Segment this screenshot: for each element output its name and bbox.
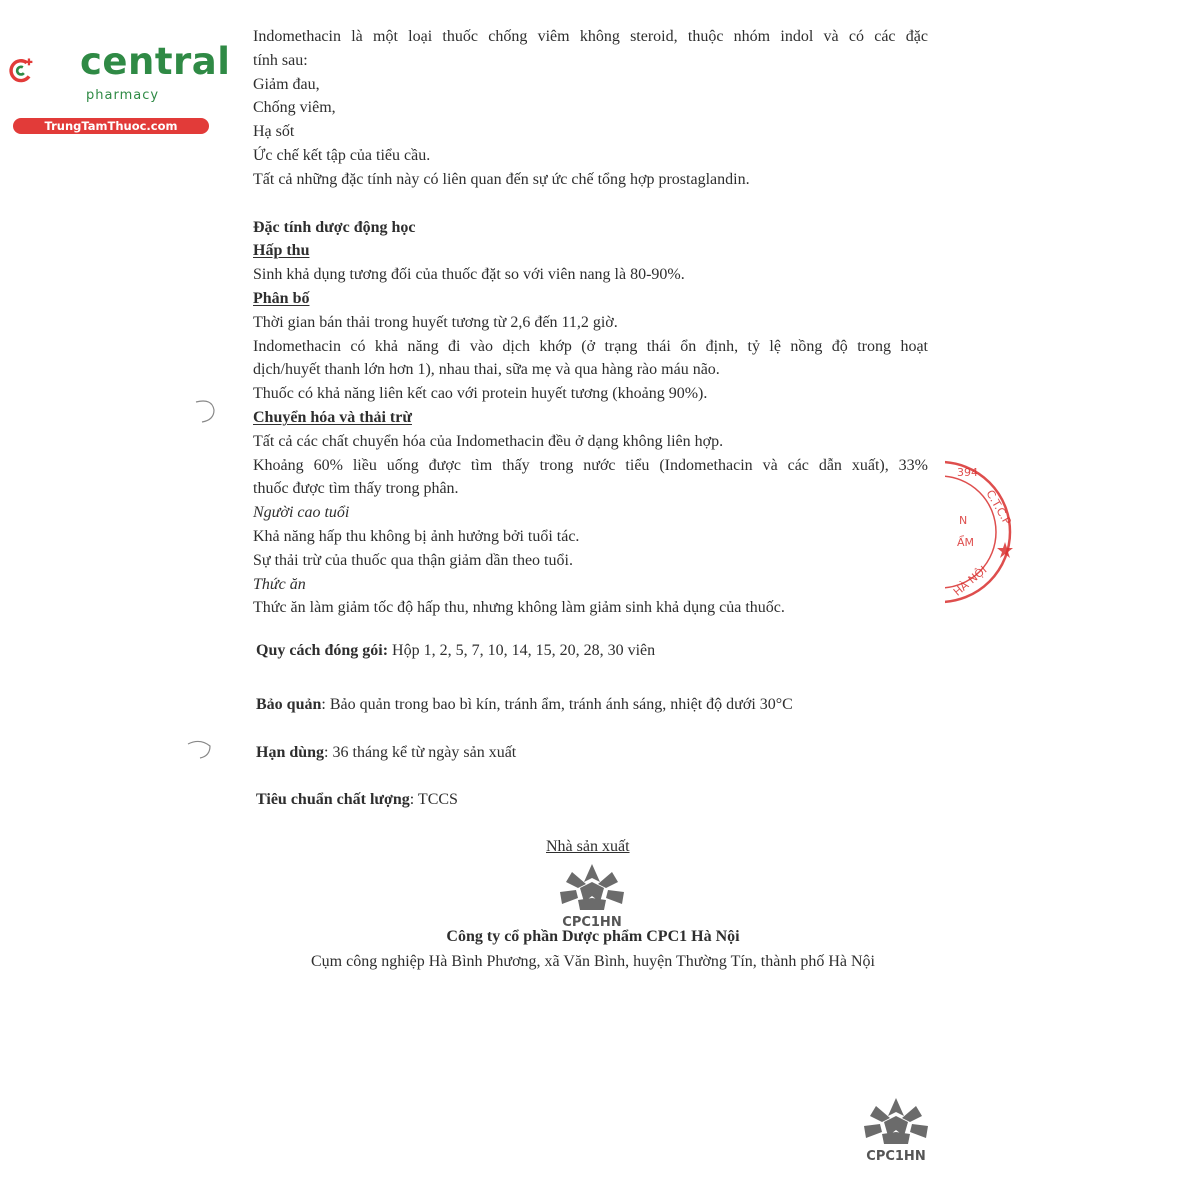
footer-cpc1-logo-icon	[860, 1096, 932, 1166]
metabolism-line-1: Tất cả các chất chuyển hóa của Indomethacin đều ở dạng không liên hợp.	[253, 432, 724, 450]
pk-heading: Đặc tính dược động học	[253, 218, 416, 236]
standard-line	[256, 791, 458, 809]
watermark-url: TrungTamThuoc.com	[13, 118, 209, 134]
packaging-line	[256, 642, 655, 660]
shelf-life-line	[256, 744, 516, 762]
metabolism-line-2: Khoảng 60% liều uống được tìm thấy trong nước tiểu (Indomethacin và các dẫn xuất), 33%	[253, 456, 928, 474]
footer-logo-text: CPC1HN	[866, 1149, 926, 1164]
property-item: Hạ sốt	[253, 123, 295, 141]
manufacturer-title: Nhà sản xuất	[546, 838, 630, 855]
company-seal-stamp	[945, 450, 1025, 610]
punch-hole-mark	[184, 738, 214, 760]
stamp-text: C.T.C.P	[983, 487, 1014, 528]
distribution-line-1: Thời gian bán thải trong huyết tương từ 2,6 đến 11,2 giờ.	[253, 313, 618, 331]
standard-label: Tiêu chuẩn chất lượng	[256, 791, 410, 808]
watermark-sub: pharmacy	[86, 88, 160, 103]
intro-summary: Tất cả những đặc tính này có liên quan đến sự ức chế tổng hợp prostaglandin.	[253, 170, 750, 188]
standard-value: : TCCS	[409, 791, 458, 808]
food-line-1: Thức ăn làm giảm tốc độ hấp thu, nhưng không làm giảm sinh khả dụng của thuốc.	[253, 599, 785, 617]
elderly-line-1: Khả năng hấp thu không bị ảnh hưởng bởi tuổi tác.	[253, 527, 580, 545]
stamp-text: N	[959, 514, 968, 527]
elderly-title: Người cao tuổi	[253, 504, 350, 522]
food-title: Thức ăn	[253, 575, 306, 593]
storage-line	[256, 696, 793, 714]
cpc1-logo-text: CPC1HN	[562, 915, 622, 930]
property-item: Giảm đau,	[253, 75, 320, 93]
company-name: Công ty cổ phần Dược phẩm CPC1 Hà Nội	[446, 928, 740, 945]
intro-line-2: tính sau:	[253, 51, 308, 69]
company-address: Cụm công nghiệp Hà Bình Phương, xã Văn Bình, huyện Thường Tín, thành phố Hà Nội	[310, 953, 875, 970]
packaging-label: Quy cách đóng gói:	[256, 642, 389, 659]
document-body	[253, 25, 928, 620]
storage-label: Bảo quản	[256, 696, 322, 713]
elderly-line-2: Sự thải trừ của thuốc qua thận giảm dần theo tuổi.	[253, 551, 573, 569]
metabolism-line-3: thuốc được tìm thấy trong phân.	[253, 480, 459, 498]
distribution-line-2: Indomethacin có khả năng đi vào dịch khớp (ở trạng thái ổn định, tỷ lệ nồng độ trong hoạt	[253, 337, 928, 355]
distribution-title: Phân bố	[253, 289, 310, 307]
pharmacy-cross-logo-icon	[8, 36, 88, 116]
distribution-line-3: dịch/huyết thanh lớn hơn 1), nhau thai, sữa mẹ và qua hàng rào máu não.	[253, 361, 720, 379]
property-item: Ức chế kết tập của tiểu cầu.	[253, 146, 431, 164]
stamp-text: ẨM	[957, 536, 975, 549]
stamp-text: HÀ NỘI	[950, 563, 990, 599]
metabolism-title: Chuyển hóa và thải trừ	[253, 408, 412, 426]
shelf-life-value: : 36 tháng kể từ ngày sản xuất	[324, 744, 517, 761]
stamp-text: 394	[957, 466, 978, 479]
property-item: Chống viêm,	[253, 99, 336, 117]
absorption-title: Hấp thu	[253, 242, 310, 260]
shelf-life-label: Hạn dùng	[256, 744, 325, 761]
watermark-brand: central	[80, 40, 231, 83]
cpc1-logo-icon	[556, 862, 628, 932]
packaging-value: Hộp 1, 2, 5, 7, 10, 14, 15, 20, 28, 30 viên	[388, 642, 656, 659]
punch-hole-mark	[190, 398, 218, 426]
distribution-line-4: Thuốc có khả năng liên kết cao với protein huyết tương (khoảng 90%).	[253, 385, 708, 403]
storage-value: : Bảo quản trong bao bì kín, tránh ẩm, tránh ánh sáng, nhiệt độ dưới 30°C	[321, 696, 793, 713]
intro-line-1: Indomethacin là một loại thuốc chống viêm không steroid, thuộc nhóm indol và có các đặc	[253, 28, 928, 45]
absorption-text: Sinh khả dụng tương đối của thuốc đặt so với viên nang là 80-90%.	[253, 266, 685, 284]
